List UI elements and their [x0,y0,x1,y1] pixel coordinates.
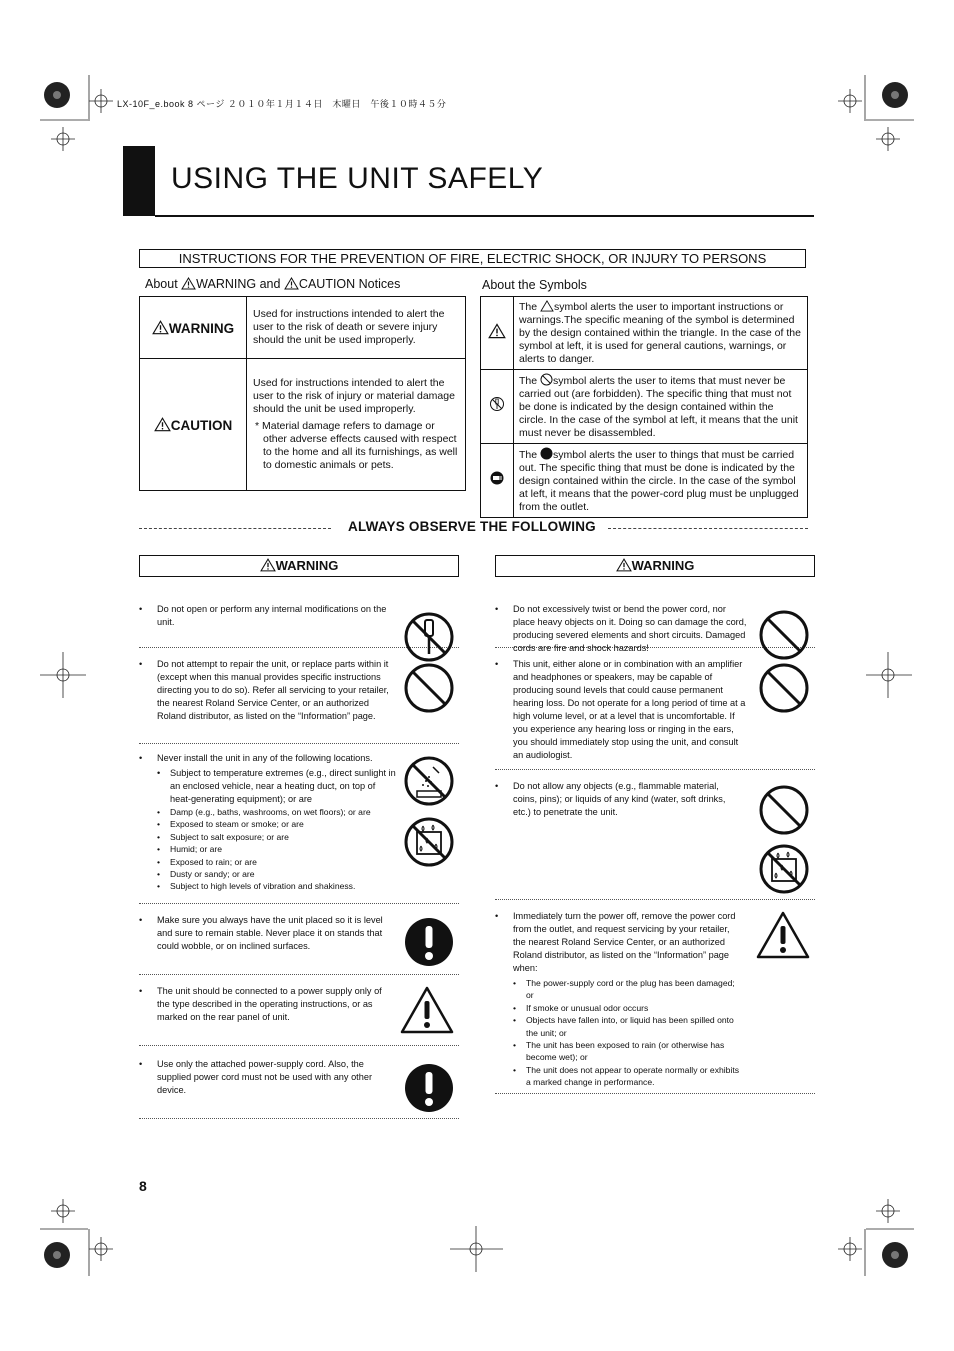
bullet: • [139,753,143,763]
bullet: • [139,915,143,925]
warning-triangle-icon [616,558,632,572]
page-number: 8 [139,1178,147,1194]
symbol-description [514,444,808,518]
list-item [495,900,815,1094]
symbol-icon-cell [481,444,514,518]
warning-triangle-icon [755,910,811,960]
bullet: • [495,659,499,669]
item-text: Never install the unit in any of the following locations. [157,753,373,763]
mandatory-circle-icon [540,447,553,460]
file-header-text: LX-10F_e.book 8 ページ ２０１０年１月１４日 木曜日 午後１０時４５分 [117,99,447,109]
symbol-text: symbol alerts the user to important instructions or warnings.The specific meaning of the symbol is determined by the design contained within the triangle. In the case of the symbol at left, it is used for general cautions, warnings, or alerts to danger. [519,301,801,365]
symbol-description [514,370,808,444]
sub-list-item: • Exposed to steam or smoke; or are [157,818,397,830]
sub-list-item: • Objects have fallen into, or liquid has been spilled onto the unit; or [513,1014,741,1039]
about-notices-heading [145,277,400,291]
always-divider-right [608,528,808,529]
about-symbols-heading: About the Symbols [482,278,587,292]
list-item [139,1046,459,1119]
symbols-table [480,296,808,518]
bullet: • [139,1059,143,1069]
list-item [139,904,459,975]
item-text: Do not excessively twist or bend the power cord, nor place heavy objects on it. Doing so can damage the cord, producing severed elements and short circuits. Damaged cords are fire and shock hazards! [513,604,747,653]
warning-header [495,555,815,577]
caution-label: CAUTION [170,417,233,433]
sub-list [157,767,397,893]
bullet: • [139,604,143,614]
warning-triangle-icon [181,277,196,290]
right-warning-column [495,555,815,1094]
list-item [495,581,815,653]
item-body [157,752,397,893]
item-body [513,910,741,1089]
sub-list-item: • Subject to temperature extremes (e.g., direct sunlight in an enclosed vehicle, near a heating duct, on top of heat-generating equipment); or are [157,767,397,806]
title-bar-block [123,146,155,216]
sub-list-item: • Humid; or are [157,843,397,855]
warning-label-cell [140,297,247,359]
list-item [495,770,815,900]
warning-triangle-icon [284,277,299,290]
sub-list-item: • The unit does not appear to operate normally or exhibits a marked change in performance. [513,1064,741,1089]
sub-list-item: • Exposed to rain; or are [157,856,397,868]
warning-triangle-icon [260,558,276,572]
symbol-pre: The [519,375,538,387]
symbol-pre: The [519,449,538,461]
list-item [139,581,459,648]
list-item [139,975,459,1046]
sub-list-item: • If smoke or unusual odor occurs [513,1002,741,1014]
list-item [495,648,815,770]
prohibited-icon [758,784,810,836]
sub-list-item: • Damp (e.g., baths, washrooms, on wet floors); or are [157,806,397,818]
no-liquid-icon [403,816,455,868]
bullet: • [495,781,499,791]
item-text: Use only the attached power-supply cord. Also, the supplied power cord must not be used with any other device. [157,1059,373,1095]
item-text: Do not open or perform any internal modifications on the unit. [157,604,387,627]
symbol-description [514,297,808,370]
item-text: Do not attempt to repair the unit, or replace parts within it (except when this manual provides specific instructions directing you to do so). Refer all servicing to your retailer, the nearest Roland Service Center, or an authorized Roland distributor, as listed on the “Information” page. [157,659,389,721]
item-text: Immediately turn the power off, remove the power cord from the outlet, and request servicing by your retailer, the nearest Roland Service Center, or an authorized Roland distributor, as listed on the “Information” page when: [513,911,736,973]
warning-triangle-icon [488,323,506,339]
symbol-text: symbol alerts the user to things that must be carried out. The specific thing that must be done is indicated by the design contained within the circle. In the case of the symbol at left, it means that the power-cord plug must be unplugged from the outlet. [519,449,799,513]
always-divider-left [139,528,331,529]
notices-table [139,296,466,491]
warning-description: Used for instructions intended to alert the user to the risk of death or severe injury should the unit be used improperly. [247,297,466,359]
caution-label-cell [140,359,247,491]
warning-header-label: WARNING [275,558,339,573]
bullet: • [139,659,143,669]
title-rule [155,215,814,217]
sub-list-item: • Subject to high levels of vibration and shakiness. [157,880,397,892]
caution-description-cell [247,359,466,491]
no-liquid-icon [758,843,810,895]
list-item [139,648,459,744]
mandatory-exclamation-icon [403,916,455,968]
mandatory-exclamation-icon [403,1062,455,1114]
prohibited-icon [403,662,455,714]
no-water-spray-icon [403,755,455,807]
sub-list-item: • The power-supply cord or the plug has been damaged; or [513,977,741,1002]
item-text: The unit should be connected to a power supply only of the type described in the operating instructions, or as marked on the rear panel of unit. [157,986,382,1022]
sub-list-item: • Dusty or sandy; or are [157,868,397,880]
warning-triangle-icon [540,300,554,312]
bullet: • [139,986,143,996]
prohibited-icon [758,662,810,714]
always-observe-heading: ALWAYS OBSERVE THE FOLLOWING [348,519,596,534]
sub-list [513,977,741,1089]
warning-triangle-icon [154,417,171,432]
instructions-heading: INSTRUCTIONS FOR THE PREVENTION OF FIRE, ELECTRIC SHOCK, OR INJURY TO PERSONS [139,249,806,268]
unplug-icon [489,470,505,486]
symbol-icon-cell [481,370,514,444]
symbol-icon-cell [481,297,514,370]
warning-header [139,555,459,577]
symbol-text: symbol alerts the user to items that must never be carried out (are forbidden). The specific thing that must not be done is indicated by the design contained within the circle. In the case of the symbol at left, it means that the unit must never be disassembled. [519,375,798,439]
bullet: • [495,604,499,614]
no-disassembly-icon [489,396,505,412]
item-text: This unit, either alone or in combination with an amplifier and headphones or speakers, may be capable of producing sound levels that could cause permanent hearing loss. Do not operate for a long period of time at a high volume level, or at a level that is uncomfortable. If you experience any hearing loss or ringing in the ears, you should immediately stop using the unit, and consult an audiologist. [513,659,746,760]
warning-label: WARNING [168,320,235,336]
warning-triangle-icon [152,320,169,335]
about-prefix: About [145,277,178,291]
sub-list-item: • The unit has been exposed to rain (or otherwise has become wet); or [513,1039,741,1064]
symbol-pre: The [519,301,538,313]
item-text: Do not allow any objects (e.g., flammable material, coins, pins); or liquids of any kind (water, soft drinks, etc.) to penetrate the unit. [513,781,726,817]
prohibited-circle-icon [540,373,553,386]
caution-notices-text: CAUTION Notices [298,277,401,291]
caution-description: Used for instructions intended to alert the user to the risk of injury or material damage should the unit be used improperly. [253,377,455,415]
sub-list-item: • Subject to salt exposure; or are [157,831,397,843]
page-title: USING THE UNIT SAFELY [171,162,544,195]
bullet: • [495,911,499,921]
list-item [139,744,459,904]
warning-header-label: WARNING [631,558,695,573]
item-text: Make sure you always have the unit placed so it is level and sure to remain stable. Never place it on stands that could wobble, or on inclined surfaces. [157,915,383,951]
caution-note: * Material damage refers to damage or other adverse effects caused with respect to the home and all its furnishings, as well to domestic animals or pets. [255,420,458,471]
warning-and-text: WARNING and [196,277,281,291]
left-warning-column [139,555,459,1119]
warning-triangle-icon [399,985,455,1035]
